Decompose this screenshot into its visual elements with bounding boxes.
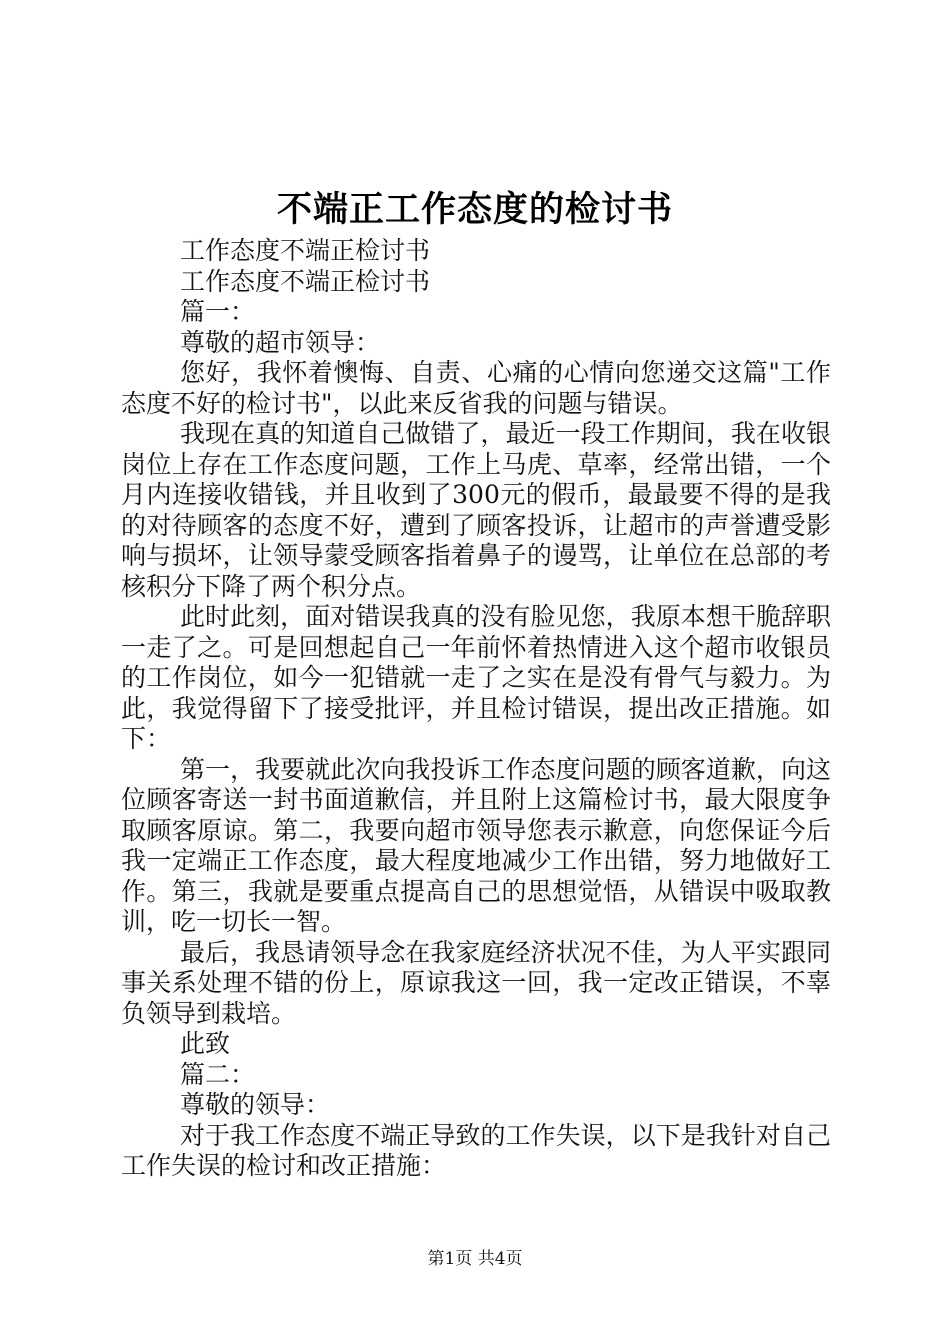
document-title: 不端正工作态度的检讨书 [276, 189, 673, 230]
paragraph: 我现在真的知道自己做错了，最近一段工作期间，我在收银岗位上存在工作态度问题，工作上马虎、草率，经常出错，一个月内连接收错钱，并且收到了300元的假币，最最要不得的是我的对待顾客的态度不好，遭到了顾客投诉，让超市的声誉遭受影响与损坏，让领导蒙受顾客指着鼻子的谩骂，让单位在总部的考核积分下降了两个积分点。 [121, 419, 831, 601]
paragraph: 尊敬的领导： [180, 1090, 331, 1119]
document-body [121, 236, 831, 1182]
paragraph: 对于我工作态度不端正导致的工作失误，以下是我针对自己工作失误的检讨和改正措施： [121, 1120, 831, 1180]
paragraph: 工作态度不端正检讨书 [180, 236, 431, 265]
paragraph: 最后，我恳请领导念在我家庭经济状况不佳，为人平实跟同事关系处理不错的份上，原谅我这一回，我一定改正错误，不辜负领导到栽培。 [121, 937, 831, 1028]
paragraph: 工作态度不端正检讨书 [180, 266, 431, 296]
paragraph: 篇一： [180, 297, 256, 326]
paragraph: 您好，我怀着懊悔、自责、心痛的心情向您递交这篇"工作态度不好的检讨书"，以此来反省我的问题与错误。 [121, 358, 831, 418]
paragraph: 篇二： [180, 1059, 256, 1089]
paragraph: 此时此刻，面对错误我真的没有脸见您，我原本想干脆辞职一走了之。可是回想起自己一年前怀着热情进入这个超市收银员的工作岗位，如今一犯错就一走了之实在是没有骨气与毅力。为此，我觉得留下了接受批评，并且检讨错误，提出改正措施。如下： [121, 602, 831, 753]
page-number-footer: 第1页 共4页 [427, 1249, 523, 1269]
paragraph: 尊敬的超市领导： [180, 327, 381, 357]
paragraph: 此致 [180, 1029, 231, 1058]
paragraph: 第一，我要就此次向我投诉工作态度问题的顾客道歉，向这位顾客寄送一封书面道歉信，并且附上这篇检讨书，最大限度争取顾客原谅。第二，我要向超市领导您表示歉意，向您保证今后我一定端正工作态度，最大程度地减少工作出错，努力地做好工作。第三，我就是要重点提高自己的思想觉悟，从错误中吸取教训，吃一切长一智。 [121, 754, 831, 936]
